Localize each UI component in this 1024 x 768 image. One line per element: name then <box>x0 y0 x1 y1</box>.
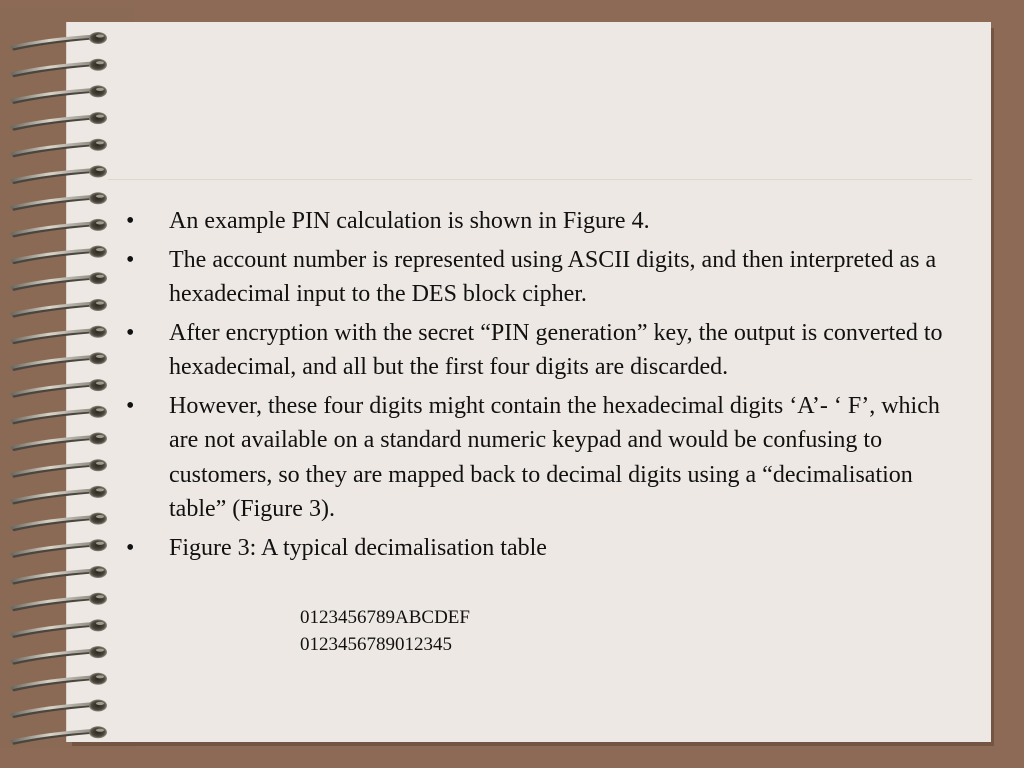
coil-ring-icon <box>12 459 107 476</box>
decimal-digits-row: 0123456789012345 <box>300 634 452 655</box>
coil-ring-icon <box>12 513 107 530</box>
coil-ring-icon <box>12 85 107 102</box>
bullet-dot: • <box>126 319 135 346</box>
coil-ring-icon <box>12 272 107 289</box>
title-divider <box>108 179 972 180</box>
coil-ring-icon <box>12 673 107 690</box>
coil-ring-icon <box>12 726 107 743</box>
bullet-text: However, these four digits might contain the hexadecimal digits ‘A’- ‘ F’, which are not available on a standard numeric keypad and would be confusing to customers, so they are mapped back to decimal digits using a “decimalisation table” (Figure 3). <box>169 392 940 522</box>
coil-ring-icon <box>12 352 107 369</box>
coil-ring-icon <box>12 112 107 129</box>
bullet-text: Figure 3: A typical decimalisation table <box>169 534 547 561</box>
coil-ring-icon <box>12 646 107 663</box>
coil-ring-icon <box>12 406 107 423</box>
coil-ring-icon <box>12 433 107 450</box>
coil-ring-icon <box>12 219 107 236</box>
spiral-binding-icon <box>0 0 140 768</box>
bullet-text: The account number is represented using ASCII digits, and then interpreted as a hexadecimal input to the DES block cipher. <box>169 246 937 307</box>
coil-ring-icon <box>12 593 107 610</box>
bullet-item <box>126 316 956 385</box>
decimalisation-table <box>300 604 470 658</box>
bullet-dot: • <box>126 534 135 561</box>
bullet-dot: • <box>126 246 135 273</box>
bullet-dot: • <box>126 208 135 234</box>
coil-ring-icon <box>12 192 107 209</box>
bullet-dot: • <box>126 392 135 419</box>
bullet-list <box>126 204 956 569</box>
bullet-item <box>126 204 956 239</box>
coil-ring-icon <box>12 379 107 396</box>
coil-ring-icon <box>12 486 107 503</box>
coil-ring-icon <box>12 139 107 156</box>
bullet-text: An example PIN calculation is shown in Figure 4. <box>169 208 650 234</box>
bullet-item <box>126 243 956 312</box>
bullet-item <box>126 531 956 566</box>
coil-ring-icon <box>12 246 107 263</box>
coil-ring-icon <box>12 566 107 583</box>
bullet-item <box>126 389 956 527</box>
coil-ring-icon <box>12 326 107 343</box>
coil-ring-icon <box>12 619 107 636</box>
coil-ring-icon <box>12 32 107 49</box>
coil-ring-icon <box>12 700 107 717</box>
bullet-text: After encryption with the secret “PIN generation” key, the output is converted to hexadecimal, and all but the first four digits are discarded. <box>169 319 943 380</box>
hex-digits-row: 0123456789ABCDEF <box>300 607 470 628</box>
coil-ring-icon <box>12 166 107 183</box>
coil-ring-icon <box>12 59 107 76</box>
coil-ring-icon <box>12 299 107 316</box>
coil-ring-icon <box>12 539 107 556</box>
